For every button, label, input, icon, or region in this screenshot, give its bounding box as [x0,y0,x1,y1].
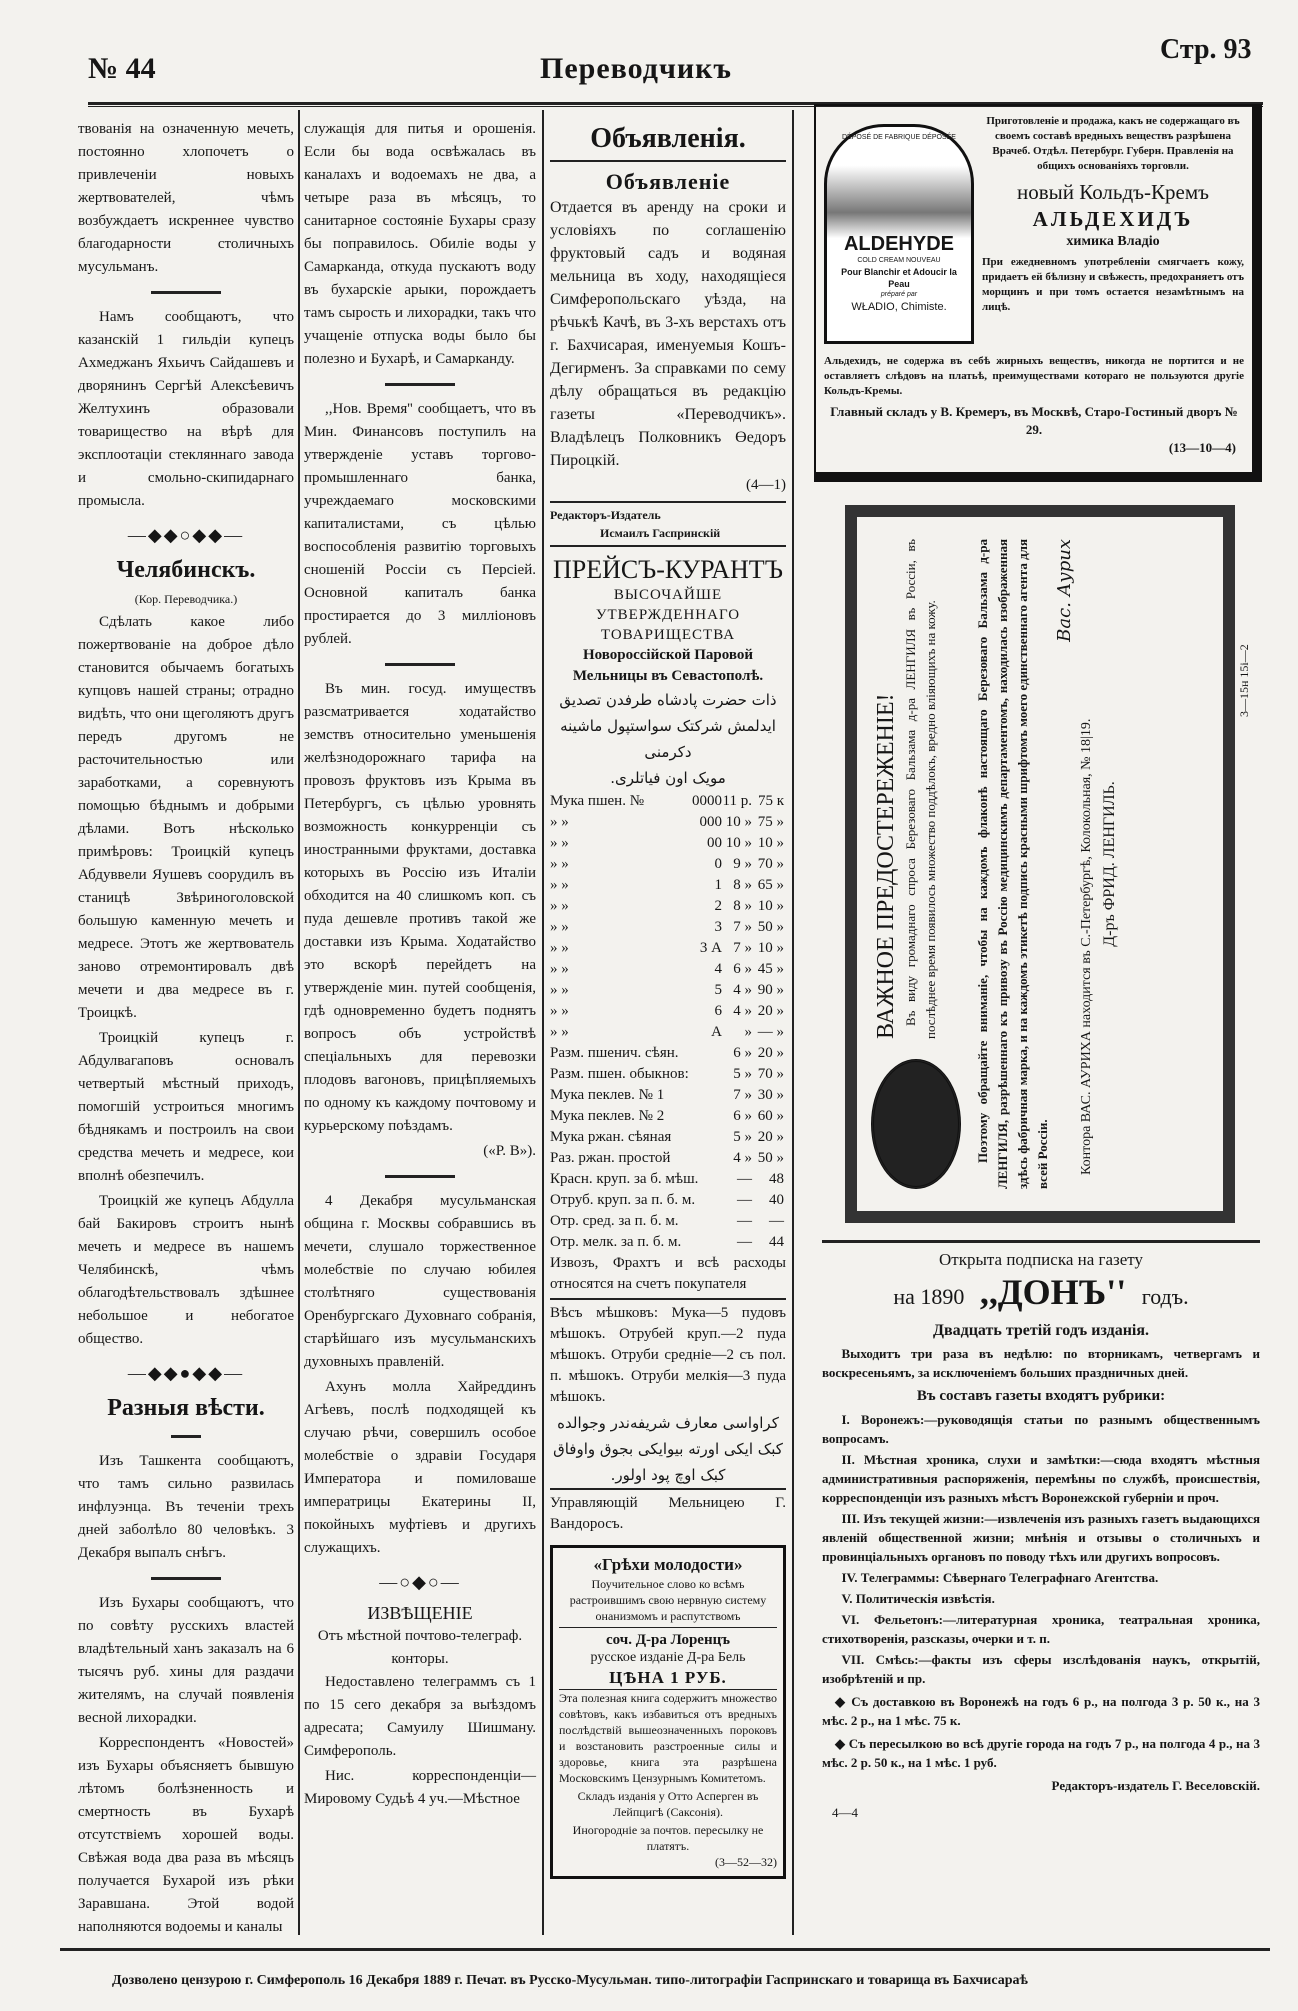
article-text: Изъ Бухары сообщаютъ, что по совѣту русскихъ властей владѣтельный ханъ заказалъ на 6 тысячъ руб. хины для раздачи жителямъ, на случай появленія весной лихорадки. [78,1595,294,1726]
price-row [550,1127,786,1148]
price-cell: — [737,1192,752,1208]
price-row [550,1190,786,1211]
column-divider [298,110,300,1935]
price-cell: 75 к [757,793,784,809]
balsam-title: ВАЖНОЕ ПРЕДОСТЕРЕЖЕНІЕ! [873,693,899,1039]
price-row [550,938,786,959]
price-cell: 3 А [699,940,722,956]
balsam-sign: Д-ръ ФРИД. ЛЕНГИЛЬ. [1101,781,1118,947]
issue-number: № 44 [88,52,156,85]
balsam-text: Поэтому обращайте вниманіе, чтобы на каждомъ флаконѣ настоящаго Березоваго Бальзама д-ра ЛЕНГИЛЯ, разрѣшеннаго къ привозу въ Россію медицинскимъ департаментомъ, находилась изображенная здѣсь фабричная марка, и на каждомъ этикетѣ подпись красными шрифтомъ моего единственнаго агента для всей Россіи. [975,539,1050,1189]
don-rubrics-heading: Въ составъ газеты входятъ рубрики: [916,1388,1166,1404]
subheading: Отъ мѣстной почтово-телеграф. конторы. [317,1628,523,1667]
separator [171,1435,201,1438]
price-row [550,1022,786,1043]
price-cell: 6 » [733,961,752,977]
price-cell: 10 » [757,940,784,956]
price-cell: 44 [769,1234,784,1250]
column-2 [304,118,536,1813]
ornament-divider: —◆◆○◆◆— [127,525,245,545]
cream-code: (13—10—4) [1168,440,1236,455]
company-name: Новороссійской Паровой Мельницы въ Севастополѣ. [572,647,764,684]
price-cell: 7 » [733,919,752,935]
cream-brand: АЛЬДЕХИДЪ [1032,207,1194,231]
price-row [550,875,786,896]
price-cell: 00 [707,835,722,851]
separator [385,1175,455,1178]
book-description: Поучительное слово ко всѣмъ растроившимъ свою нервную систему онанизмомъ и распутствомъ [559,1576,777,1628]
article-text: ,,Нов. Время'' сообщаетъ, что въ Мин. Финансовъ поступилъ на утвержденіе уставъ торгово-промышленнаго банка, учреждаемаго московскими капиталистами, съ цѣлью воспособленія развитію торговыхъ сношеній Россіи съ Персіей. Основной капиталъ банка простирается до 3 милліоновъ рублей. [304,401,536,647]
price-row [550,917,786,938]
price-cell: 8 » [733,898,752,914]
cream-title: новый Кольдъ-Кремъ [1016,180,1209,204]
price-cell: 75 » [757,814,784,830]
ad-title: Объявленіе [605,169,731,194]
don-rubric-item: VII. Смѣсь:—факты изъ сферы изслѣдованія наукъ, открытій, изобрѣтеній и пр. [822,1652,1260,1686]
price-row [550,1085,786,1106]
price-list-title: ПРЕЙСЪ-КУРАНТЪ [552,555,784,584]
price-cell: Красн. круп. за б. мѣш. [550,1171,699,1187]
price-cell: 60 » [757,1108,784,1124]
don-price: ◆ Съ доставкою въ Воронежѣ на годъ 6 р., на полгода 3 р. 50 к., на 3 мѣс. 2 р., на 1 мѣс. 75 к. [822,1694,1260,1728]
don-rubric-item: I. Воронежъ:—руководящія статьи по разнымъ общественнымъ вопросамъ. [822,1412,1260,1446]
balsam-text: Въ виду громаднаго спроса Березоваго Бальзама д-ра ЛЕНГИЛЯ въ Россіи, въ послѣднее время появилось множество поддѣлокъ, вредно вліяющихъ на кожу. [903,539,938,1039]
column-divider [542,110,544,1935]
book-edition: русское изданіе Д-ра Бель [590,1650,746,1665]
price-cell: 6 » [733,1045,752,1061]
price-cell: — [737,1234,752,1250]
price-cell: 5 » [733,1129,752,1145]
price-cell: 20 » [757,1003,784,1019]
cream-text: При ежедневномъ употребленіи смягчаетъ кожу, придаетъ ей бѣлизну и свѣжесть, предохраняетъ отъ морщинъ и при томъ остается незамѣтнымъ на лицѣ. [982,256,1244,313]
don-subscription-ad [822,1240,1260,1822]
price-cell: 10 » [757,898,784,914]
column-1 [78,118,294,1941]
don-god: годъ. [1141,1284,1189,1309]
price-cell: 4 » [733,982,752,998]
price-cell: » [744,1024,752,1040]
price-cell: » » [550,1024,569,1040]
balsam-ad [845,505,1251,1223]
price-cell: 11 р. [722,793,752,809]
price-cell: 6 [714,1003,722,1019]
label-text: DÉPOSÉ DE FABRIQUE DÉPOSÉE [842,134,956,141]
don-year: на 1890 [893,1284,965,1309]
price-row [550,1106,786,1127]
article-text: Намъ сообщаютъ, что казанскій 1 гильдіи купецъ Ахмеджанъ Яхьичъ Сайдашевъ и дворянинъ Сергѣй Алексѣевичъ Желтухинъ образовали товарищество на вѣрѣ для эксплоотаціи стекляннаго завода и смольно-скипидарнаго промысла. [78,309,294,509]
separator [385,663,455,666]
column-3 [550,118,786,1879]
price-row [550,1169,786,1190]
price-row [550,1001,786,1022]
price-cell: 4 » [733,1150,752,1166]
price-cell: Раз. ржан. простой [550,1150,671,1166]
arabic-line: ذات حضرت پادشاه طرفدن تصدیق [559,691,777,709]
price-cell: А [711,1024,722,1040]
separator [385,383,455,386]
label-text: WŁADIO, Chimiste. [851,301,947,313]
price-cell: 5 [714,982,722,998]
arabic-text [550,1410,786,1488]
price-cell: 1 [714,877,722,893]
price-cell: 9 » [733,856,752,872]
price-cell: Разм. пшенич. сѣян. [550,1045,679,1061]
price-cell: 3 [714,919,722,935]
price-cell: 10 » [725,814,752,830]
ad-text: Отдается въ аренду на сроки и условіяхъ по соглашенію фруктовый садъ и водяная мельница въ ходу, находящіеся Симферопольскаго уѣзда, на рѣчькѣ Качѣ, въ 3-хъ верстахъ отъ г. Бахчисарая, именуемыя Кошъ-Дегирменъ. За справками по сему дѣлу обращаться въ редакцію газеты «Переводчикъ». Владѣлецъ Полковникъ Өедоръ Пироцкій. [550,199,786,469]
label-text: Pour Blanchir et Adoucir la Peau [841,267,957,289]
price-cell: Мука пеклев. № 1 [550,1087,665,1103]
price-cell: Отр. мелк. за п. б. м. [550,1234,682,1250]
price-cell: 90 » [757,982,784,998]
section-heading: ИЗВѢЩЕНІЕ [367,1603,473,1623]
label-text: COLD CREAM NOUVEAU [857,257,941,264]
price-row [550,1211,786,1232]
price-cell: 20 » [757,1045,784,1061]
don-intro: Открыта подписка на газету [939,1250,1143,1269]
don-rubric-item: V. Политическія извѣстія. [841,1591,995,1606]
book-title: «Грѣхи молодости» [593,1555,743,1574]
price-cell: 10 » [725,835,752,851]
price-cell: 5 » [733,1066,752,1082]
arabic-line: ایدلمش شرکتک سواستپول ماشینه دکرمنی [560,717,776,761]
column-divider [792,110,794,1935]
ads-heading: Объявленія. [550,122,786,162]
cream-store: Главный складъ у В. Кремеръ, въ Москвѣ, Старо-Гостиный дворъ № 29. [830,404,1238,437]
price-cell: » » [550,814,569,830]
book-postage: Иногородніе за почтов. пересылку не платятъ. [572,1823,764,1853]
price-cell: 65 » [757,877,784,893]
separator [151,291,221,294]
price-cell: 7 » [733,940,752,956]
price-cell: » » [550,877,569,893]
price-note: Извозъ, Фрахтъ и всѣ расходы относятся на счетъ покупателя [550,1255,786,1292]
cream-text: Альдехидъ, не содержа въ себѣ жирныхъ веществъ, никогда не портится и не оставляетъ слѣдовъ на платьѣ, преимуществами котораго не пользуются другіе Кольдъ-Кремы. [824,355,1244,397]
ornament-divider: —○◆○— [379,1572,461,1592]
price-row [550,833,786,854]
price-row [550,896,786,917]
price-cell: » » [550,982,569,998]
price-cell: 70 » [757,856,784,872]
aldehyde-label-image [824,124,974,344]
price-cell: 6 » [733,1108,752,1124]
price-table [550,791,786,1253]
article-text: Изъ Ташкента сообщаютъ, что тамъ сильно развилась инфлуэнца. Въ теченіи трехъ дней заболѣло 80 человѣкъ. 3 Декабря выпалъ снѣгъ. [78,1453,294,1561]
price-cell: — [737,1213,752,1229]
mill-manager: Управляющій Мельницею Г. Вандоросъ. [550,1488,786,1535]
price-cell: Мука пеклев. № 2 [550,1108,665,1124]
price-row [550,1064,786,1085]
article-text: Сдѣлать какое либо пожертвованіе на доброе дѣло становится обычаемъ богатыхъ купцовъ нашей страны; отрадно видѣть, что они щеголяютъ другъ передъ другомъ не расточительностью или заработками, а соревнуютъ помощью бѣднымъ и добрыми дѣлами. Вотъ нѣсколько примѣровъ: Троицкій купецъ Абдуввели Яушевъ соорудилъ въ станицѣ Звѣриноголовской большую каменную мечеть и медресе. Этотъ же жертвователь заново отремонтировалъ двѣ мечети и два медресе въ г. Троицкѣ. [78,614,294,1021]
article-text: Троицкій купецъ г. Абдулвагаповъ основалъ четвертый мѣстный приходъ, помогшій устроиться многимъ бѣднякамъ и построилъ на свои средства мечеть и медресе, кои вполнѣ обезпечилъ. [78,1030,294,1184]
trademark-emblem-image [871,1059,961,1189]
don-rubric-item: VI. Фельетонъ:—литературная хроника, театральная хроника, стихотворенія, разсказы, очерки и т. п. [822,1612,1260,1646]
article-text: служащія для питья и орошенія. Если бы вода освѣжалась въ каналахъ и водоемахъ не два, а четыре раза въ мѣсяцъ, то санитарное состояніе Бухары сразу бы поправилось. Обиліе воды у Самарканда, откуда пускаютъ воду въ бухарскіе арыки, порождаетъ тамъ сырость и лихорадки, такъ что учащеніе отпуска воды было бы полезно и Бухарѣ, и Самарканду. [304,121,536,367]
cream-maker: химика Владіо [1066,234,1160,249]
balsam-code: 3—15н 15і—2 [1237,644,1251,717]
price-row [550,1043,786,1064]
censorship-footer: Дозволено цензурою г. Симферополь 16 Декабря 1889 г. Печат. въ Русско-Мусульман. типо-литографіи Гаспринскаго и товарища въ Бахчисараѣ [112,1973,1028,1988]
price-cell: 4 » [733,1003,752,1019]
price-cell: 4 [714,961,722,977]
don-name: ,,ДОНЪ'' [979,1272,1127,1312]
price-cell: Отр. сред. за п. б. м. [550,1213,679,1229]
don-rubric-item: IV. Телеграммы: Сѣвернаго Телеграфнаго Агентства. [841,1570,1159,1585]
price-row [550,1232,786,1253]
price-cell: — [737,1171,752,1187]
price-row [550,959,786,980]
don-schedule: Выходитъ три раза въ недѣлю: по вторникамъ, четвергамъ и воскресеньямъ, за исключеніемъ больших праздничных дней. [822,1346,1260,1380]
bag-weights: Вѣсъ мѣшковъ: Мука—5 пудовъ мѣшокъ. Отрубей круп.—2 пуда мѣшокъ. Отруби средніе—2 съ пол. п. мѣшокъ. Отруби мелкія—3 пуда мѣшокъ. [550,1305,786,1405]
agent-signature: Вас. Аурих [1054,539,1075,642]
article-text: Въ мин. госуд. имуществъ разсматривается ходатайство земствъ относительно уменьшенія желѣзнодорожнаго тарифа на провозъ фруктовъ изъ Крыма въ Петербургъ, съ цѣлью уровнять возможность конкурренціи съ иностранными фруктами, доставка которыхъ въ Россію изъ Италіи обходится на 40 слишкомъ коп. съ пуда дешевле противъ такой же доставки изъ Крыма. Ходатайство это вскорѣ перейдетъ на утвержденіе мин. путей сообщенія, гдѣ одновременно будетъ поднятъ вопросъ объ устройствѣ спеціальныхъ для перевозки плодовъ вагоновъ, прицѣпляемыхъ по одному къ каждому почтовому и курьерскому поѣздамъ. [304,681,536,1134]
price-cell: 50 » [757,919,784,935]
balsam-ad-content [857,517,1223,1211]
separator [151,1577,221,1580]
article-text: Недоставлено телеграммъ съ 1 по 15 сего декабря за выѣздомъ адресата; Самуилу Шишману. Симферополь. [304,1674,536,1759]
price-cell: Мука ржан. сѣяная [550,1129,672,1145]
price-cell: 0000 [692,793,722,809]
price-cell: 8 » [733,877,752,893]
cream-intro: Приготовленіе и продажа, какъ не содержащаго въ своемъ составѣ вредныхъ веществъ разрѣшена Врачеб. Отдѣл. Петербург. Губерн. Правленія на общихъ основаніяхъ торговли. [986,115,1240,172]
price-cell: Отруб. круп. за п. б. м. [550,1192,696,1208]
price-cell: Мука пшен. № [550,793,645,809]
price-cell: » » [550,940,569,956]
price-row [550,854,786,875]
article-text: 4 Декабря мусульманская община г. Москвы собравшись въ мечети, слушало торжественное молебствіе по случаю юбилея столѣтняго существованія Оренбургскаго Духовнаго собранія, старѣйшаго изъ мусульманскихъ духовныхъ правленій. [304,1193,536,1370]
don-rubrics-list [822,1410,1260,1688]
don-price: ◆ Съ пересылкою во всѣ другіе города на годъ 7 р., на полгода 4 р., на 3 мѣс. 2 р. 50 к., на 1 мѣс. 1 руб. [822,1736,1260,1770]
price-cell: 0 [714,856,722,872]
article-text: Троицкій же купецъ Абдулла бай Бакировъ строитъ нынѣ мечеть и медресе въ нашемъ Челябинскѣ, чѣмъ облагодѣтельствовалъ здѣшнее небольшое и небогатое общество. [78,1193,294,1347]
byline: (Кор. Переводчика.) [134,592,238,606]
price-cell: 7 » [733,1087,752,1103]
price-cell: » » [550,1003,569,1019]
book-code: (3—52—32) [715,1855,777,1869]
book-author: соч. Д-ра Лоренцъ [606,1632,730,1648]
ad-code: (4—1) [746,477,786,493]
editor-label: Редакторъ-Издатель [550,508,661,522]
label-brand: ALDEHYDE [843,233,954,255]
price-cell: — » [757,1024,784,1040]
price-cell: » » [550,898,569,914]
arabic-line: مویک اون فیاتلری. [610,769,726,787]
cold-cream-ad [814,104,1262,482]
price-row [550,791,786,812]
price-row [550,1148,786,1169]
price-cell: 10 » [757,835,784,851]
don-rubric-item: III. Изъ текущей жизни:—извлеченія изъ разныхъ газетъ выдающихся явленій общественной жизни; мнѣнія и отзывы о столичныхъ и провинціальныхъ органовъ по поводу тѣхъ или другихъ вопросовъ. [822,1511,1260,1564]
price-cell: 30 » [757,1087,784,1103]
don-edition-year: Двадцать третій годъ изданія. [932,1322,1150,1339]
label-text: préparé par [880,291,918,298]
book-text: Эта полезная книга содержитъ множество совѣтовъ, какъ избавиться отъ вредныхъ послѣдствій вышеозначенныхъ пороковъ и возстановить разстроенные силы и здоровье, книга эта разрѣшена Московскимъ Цензурнымъ Комитетомъ. [559,1691,777,1785]
price-cell: 40 [769,1192,784,1208]
price-cell: » » [550,919,569,935]
price-cell: » » [550,835,569,851]
book-price: ЦѢНА 1 РУБ. [559,1667,777,1690]
article-text: Корреспондентъ «Новостей» изъ Бухары объясняетъ бывшую лѣтомъ болѣзненность и смертность въ Бухарѣ отсутствіемъ хорошей воды. Свѣжая вода два раза въ мѣсяцъ получается Бухарой изъ рѣки Заравшана. Этой водой наполняются водоемы и каналы [78,1735,294,1935]
section-heading: Челябинскъ. [116,557,256,583]
price-cell: 20 » [757,1129,784,1145]
price-cell: 000 [699,814,722,830]
article-text: Ахунъ молла Хайреддинъ Агѣевъ, послѣ подходящей къ случаю рѣчи, совершилъ особое молебствіе о здравіи Государя Императора и помиловаше императрицы Екатерины II, покойныхъ муфтіевъ и другихъ служащихъ. [304,1379,536,1556]
book-ad [550,1545,786,1879]
ornament-divider: —◆◆●◆◆— [127,1363,245,1383]
price-cell: 2 [714,898,722,914]
balsam-office: Контора ВАС. АУРИХА находится въ С.-Петербургѣ, Колокольная, № 18|19. [1079,718,1094,1175]
price-cell: » » [550,961,569,977]
price-cell: 50 » [757,1150,784,1166]
price-cell: » » [550,856,569,872]
don-rubric-item: II. Мѣстная хроника, слухи и замѣтки:—сюда входятъ мѣстныя административныя распоряженія, перемѣны по службѣ, происшествія, корреспонденціи изъ разныхъ мѣстъ Воронежской губерніи и проч. [822,1452,1260,1505]
newspaper-title: Переводчикъ [540,52,732,85]
don-editor: Редакторъ-издатель Г. Веселовскій. [1051,1778,1260,1793]
arabic-line: کبک اوچ پود اولور. [610,1466,726,1484]
editor-name: Исмаилъ Гаспринскій [600,526,721,540]
arabic-line: کراواسی معارف شریفه‌ندر وجوالده [557,1414,779,1432]
price-cell: Разм. пшен. обыкнов: [550,1066,689,1082]
arabic-line: کبک ایکی اورته بیوایکی بجوق واوفاق [553,1440,783,1458]
section-heading: Разныя вѣсти. [107,1395,265,1421]
book-store: Складъ изданія у Отто Асперген въ Лейпцигѣ (Саксонія). [577,1789,759,1819]
source-citation: («Р. В»). [483,1143,536,1159]
price-list-subtitle: ВЫСОЧАЙШЕ УТВЕРЖДЕННАГО ТОВАРИЩЕСТВА [595,587,741,643]
don-code: 4—4 [832,1805,858,1820]
price-cell: — [769,1213,784,1229]
arabic-text [550,687,786,791]
article-text: Нис. корреспонденціи—Мировому Судьѣ 4 уч.—Мѣстное [304,1768,536,1807]
price-cell: 45 » [757,961,784,977]
price-cell: 48 [769,1171,784,1187]
price-row [550,980,786,1001]
price-cell: 70 » [757,1066,784,1082]
price-row [550,812,786,833]
page-number: Стр. 93 [1160,34,1252,65]
article-text: твованія на означенную мечеть, постоянно хлопочетъ о привлеченіи новыхъ жертвователей, чѣмъ возбуждаетъ искреннее чувство благодарности столичныхъ мусульманъ. [78,121,294,275]
